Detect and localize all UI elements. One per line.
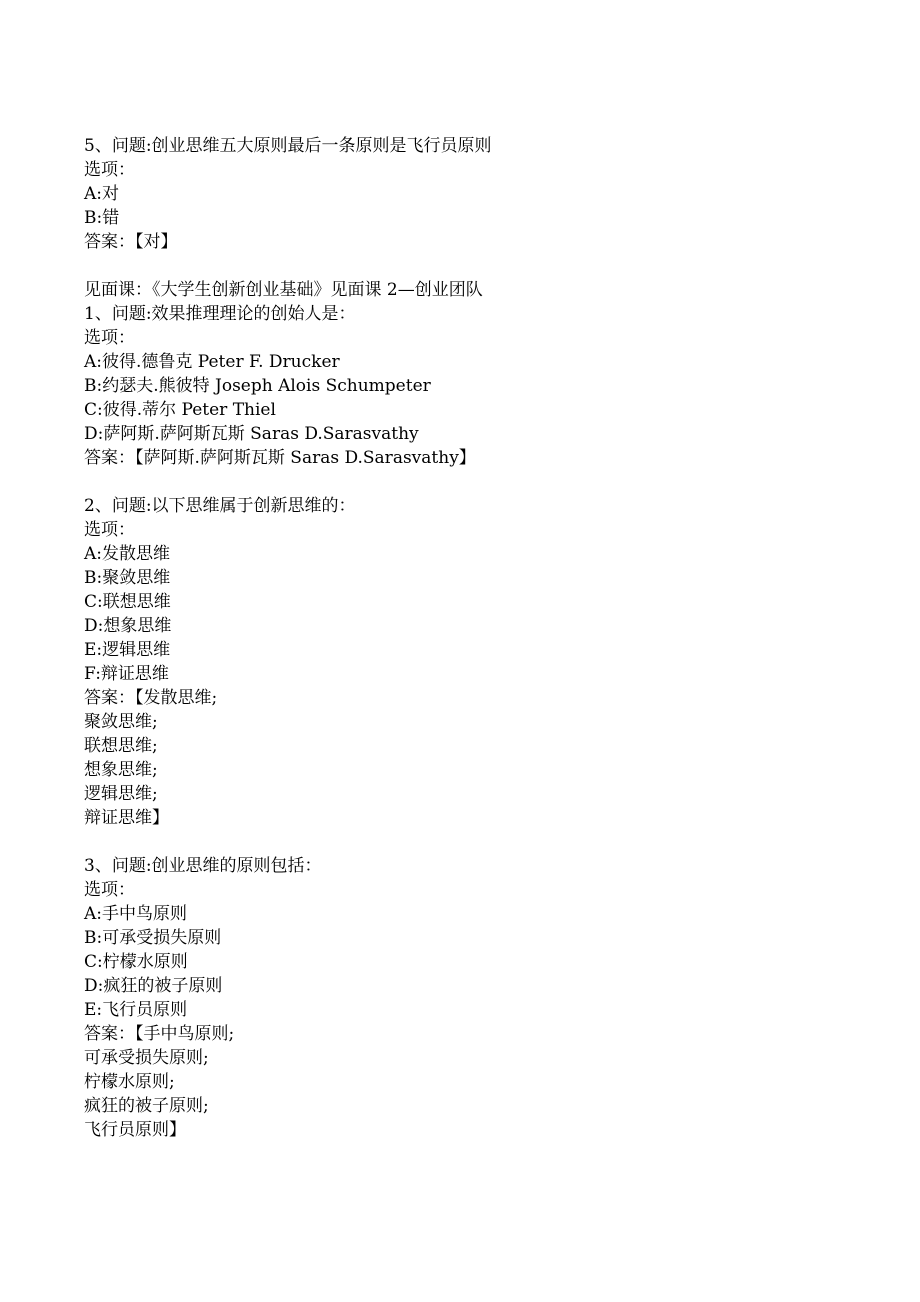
answer-line: 答案：【萨阿斯.萨阿斯瓦斯 Saras D.Sarasvathy】 (84, 448, 476, 468)
option-a: A:彼得.德鲁克 Peter F. Drucker (84, 352, 340, 372)
answer-line: 想象思维; (84, 760, 158, 780)
option-a: A:手中鸟原则 (84, 904, 188, 924)
option-e: E:逻辑思维 (84, 640, 171, 660)
option-b: B:约瑟夫.熊彼特 Joseph Alois Schumpeter (84, 376, 431, 396)
options-label: 选项： (84, 160, 135, 180)
option-a: A:发散思维 (84, 544, 171, 564)
answer-line: 答案：【手中鸟原则; (84, 1024, 235, 1044)
answer-line: 答案：【发散思维; (84, 688, 218, 708)
question-block-3 (84, 854, 884, 1142)
question-title: 1、问题:效果推理理论的创始人是： (84, 304, 356, 324)
option-d: D:想象思维 (84, 616, 172, 636)
answer-line: 逻辑思维; (84, 784, 158, 804)
option-c: C:联想思维 (84, 592, 171, 612)
question-block-5 (84, 134, 884, 254)
spacer (84, 254, 884, 278)
options-label: 选项： (84, 880, 135, 900)
option-b: B:聚敛思维 (84, 568, 171, 588)
option-b: B:错 (84, 208, 120, 228)
answer-line: 答案：【对】 (84, 232, 178, 252)
spacer (84, 830, 884, 854)
options-label: 选项： (84, 520, 135, 540)
question-title: 2、问题:以下思维属于创新思维的： (84, 496, 356, 516)
document-page (84, 134, 884, 1142)
answer-line: 联想思维; (84, 736, 158, 756)
answer-line: 疯狂的被子原则; (84, 1096, 209, 1116)
option-f: F:辩证思维 (84, 664, 169, 684)
spacer (84, 470, 884, 494)
answer-line: 可承受损失原则; (84, 1048, 209, 1068)
option-d: D:疯狂的被子原则 (84, 976, 223, 996)
option-c: C:彼得.蒂尔 Peter Thiel (84, 400, 276, 420)
options-label: 选项： (84, 328, 135, 348)
option-a: A:对 (84, 184, 120, 204)
section-heading: 见面课：《大学生创新创业基础》见面课 2—创业团队 (84, 280, 483, 300)
question-title: 5、问题:创业思维五大原则最后一条原则是飞行员原则 (84, 136, 492, 156)
answer-line: 辩证思维】 (84, 808, 169, 828)
option-c: C:柠檬水原则 (84, 952, 188, 972)
option-e: E:飞行员原则 (84, 1000, 188, 1020)
answer-line: 柠檬水原则; (84, 1072, 175, 1092)
option-d: D:萨阿斯.萨阿斯瓦斯 Saras D.Sarasvathy (84, 424, 419, 444)
question-block-1 (84, 302, 884, 470)
question-title: 3、问题:创业思维的原则包括： (84, 856, 322, 876)
answer-line: 聚敛思维; (84, 712, 158, 732)
option-b: B:可承受损失原则 (84, 928, 222, 948)
answer-line: 飞行员原则】 (84, 1120, 186, 1140)
question-block-2 (84, 494, 884, 830)
